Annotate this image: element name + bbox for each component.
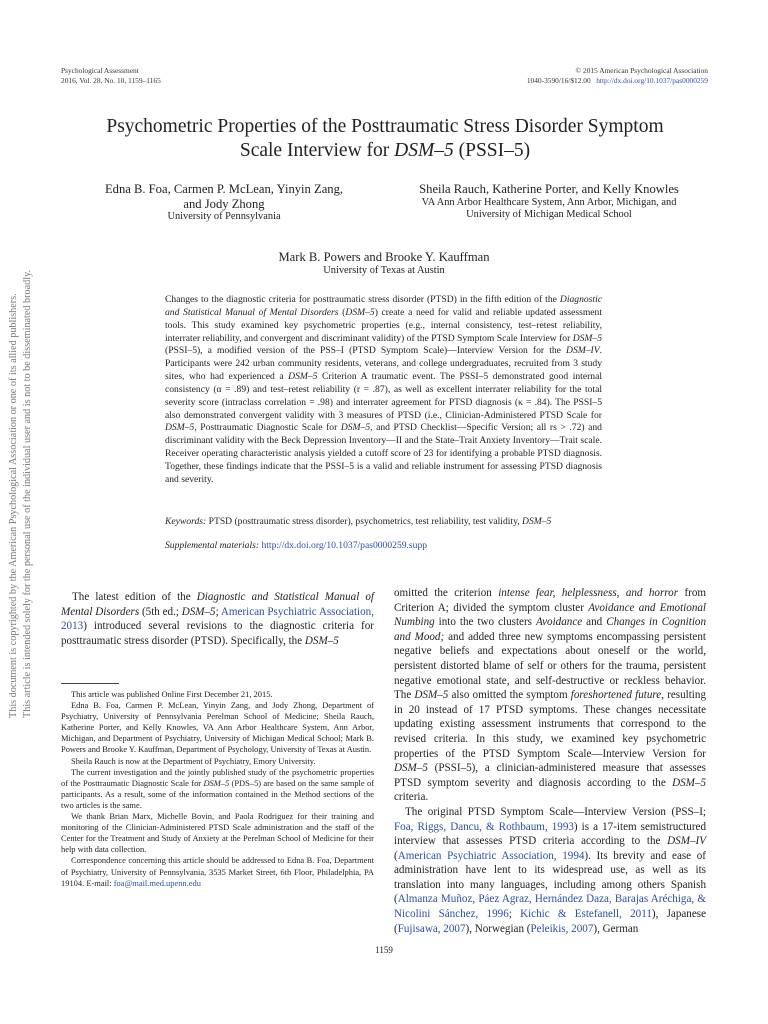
supplemental-link[interactable]: http://dx.doi.org/10.1037/pas0000259.supp xyxy=(261,540,428,551)
body-italic: Avoidance and Emotional Numbing xyxy=(394,601,706,629)
body-italic: DSM–IV xyxy=(667,835,706,848)
copyright-header xyxy=(527,66,708,85)
abstract-italic: DSM–5 xyxy=(572,332,602,344)
citation-link[interactable]: Fujisawa, 2007 xyxy=(397,922,466,935)
author-group-1 xyxy=(66,182,382,223)
supplemental-materials xyxy=(165,540,602,552)
abstract-text: ) create a need for valid and reliable updated assessment tools. This study examined key psychometric properties (e.g., internal consistency, test–retest reliability, interrater reliability, and convergent and discriminant validity) of the PTSD Symptom Scale Interview for xyxy=(165,306,603,344)
journal-citation: 2016, Vol. 28, No. 10, 1159–1165 xyxy=(61,75,161,85)
body-text: into the two clusters xyxy=(434,616,536,629)
body-italic: DSM–5 xyxy=(304,634,339,647)
body-text: The original PTSD Symptom Scale—Interview Version (PSS–I; xyxy=(405,805,706,818)
abstract-text: Changes to the diagnostic criteria for posttraumatic stress disorder (PTSD) in the fifth edition of the xyxy=(165,294,560,305)
footnote-rule xyxy=(61,683,119,684)
footnote: This article was published Online First December 21, 2015. xyxy=(71,689,273,699)
title-text: Scale Interview for xyxy=(239,140,395,161)
author-names: Sheila Rauch, Katherine Porter, and Kelly Knowles xyxy=(419,182,679,196)
author-affiliation: VA Ann Arbor Healthcare System, Ann Arbor, Michigan, and xyxy=(421,196,677,208)
body-text: ), Japanese ( xyxy=(394,908,706,935)
abstract-text: , and PTSD Checklist—Specific Version; all rs > .72) and discriminant validity with the Beck Depression Inventory—II and the State–Trait Anxiety Inventory—Trait scale. Receiver operating characteristic analysis yielded a cutoff score of 23 for identifying a probable PTSD diagnosis. Together, these findings indicate that the PSSI–5 is a valid and reliable instrument for assessing PTSD diagnosis and severity. xyxy=(165,422,602,485)
abstract-text: (PSSI–5), a modified version of the PSS–I (PTSD Symptom Scale)—Interview Version for the xyxy=(165,345,567,357)
body-text: (5th ed.; xyxy=(139,605,182,618)
abstract-italic: Diagnostic and Statistical Manual of Mental Disorders xyxy=(165,294,602,318)
abstract-text: Criterion A traumatic event. The PSSI–5 demonstrated good internal consistency (α = .89) and test–retest reliability (r = .87), as well as excellent interrater reliability for the total severity score (intraclass correlation = .98) and interrater agreement for PTSD diagnosis (κ = .84). The PSSI–5 also demonstrated convergent validity with 3 measures of PTSD (i.e., Clinician-Administered PTSD Scale for xyxy=(165,371,602,421)
right-column-body xyxy=(394,586,706,936)
footnote-text: The current investigation and the jointly published study of the psychometric properties of the Posttraumatic Diagnostic Scale for xyxy=(61,766,374,788)
keywords-text: PTSD (posttraumatic stress disorder), psychometrics, test reliability, test validity, xyxy=(206,516,523,527)
footnote: Edna B. Foa, Carmen P. McLean, Yinyin Zang, and Jody Zhong, Department of Psychiatry, University of Pennsylvania Perelman School of Medicine; Sheila Rauch, Katherine Porter, and Kelly Knowles, VA Ann Arbor Healthcare System, Ann Arbor, Michigan, and Department of Psychiatry, University of Michigan Medical School; Mark B. Powers and Brooke Y. Kauffman, Department of Psychology, University of Texas at Austin. xyxy=(61,700,374,755)
body-text: ; xyxy=(508,908,521,921)
body-text: and added three new symptoms encompassing persistent negative beliefs and expectations about oneself or the world, persistent distorted blame of self or others for the trauma, persistent negative emotional state, and self-destructive or reckless behavior. The xyxy=(394,630,706,702)
abstract-text: . Participants were 242 urban community residents, veterans, and college undergraduates, recruited from 3 study sites, who had experienced a xyxy=(165,345,602,383)
author-affiliation: University of Texas at Austin xyxy=(323,264,445,276)
citation-link[interactable]: Peleikis, 2007 xyxy=(530,922,594,935)
journal-name: Psychological Assessment xyxy=(61,66,139,75)
body-text: ) is a 17-item semistructured interview that assesses PTSD criteria according to the xyxy=(394,820,706,848)
body-text: ), Norwegian ( xyxy=(465,922,531,935)
author-affiliation: University of Michigan Medical School xyxy=(466,208,632,220)
body-paragraph xyxy=(61,590,374,648)
doi-link[interactable]: http://dx.doi.org/10.1037/pas0000259 xyxy=(596,75,708,85)
body-italic: Avoidance xyxy=(535,616,583,629)
footnote: Sheila Rauch is now at the Department of Psychiatry, Emory University. xyxy=(71,755,316,766)
footnote xyxy=(61,767,374,811)
abstract-italic: DSM–5 xyxy=(345,306,375,318)
body-text: ). Its brevity and ease of administration have lent to its widespread use, as well as its translation into many languages, including among others Spanish ( xyxy=(394,849,706,906)
author-names: Edna B. Foa, Carmen P. McLean, Yinyin Zang, xyxy=(104,182,344,196)
body-italic: DSM–5 xyxy=(414,689,449,702)
copyright-sidebar xyxy=(4,260,34,720)
body-text: ( xyxy=(394,849,398,862)
abstract-italic: DSM–IV xyxy=(566,345,600,357)
footnote-text: Correspondence concerning this article should be addressed to Edna B. Foa, Department of Psychiatry, University of Pennsylvania, 3535 Market Street, 6th Floor, Philadelphia, PA 19104. E-mail: xyxy=(61,855,374,888)
issn: 1040-3590/16/$12.00 xyxy=(526,75,591,85)
body-text: criteria. xyxy=(394,791,429,804)
body-italic: Diagnostic and Statistical Manual of Mental Disorders xyxy=(61,591,375,618)
journal-header xyxy=(61,66,161,85)
citation-link[interactable]: American Psychiatric Association, 2013 xyxy=(61,605,374,633)
author-affiliation: University of Pennsylvania xyxy=(167,211,281,222)
abstract-text: ( xyxy=(338,306,346,318)
left-column-body xyxy=(61,590,374,648)
citation-link[interactable]: Foa, Riggs, Dancu, & Rothbaum, 1993 xyxy=(394,820,574,833)
body-text: ), German xyxy=(593,922,639,935)
footnote-italic: DSM–5 xyxy=(203,777,230,788)
author-group-2 xyxy=(386,182,712,221)
body-italic: foreshortened future, xyxy=(570,689,664,702)
body-italic: intense fear, helplessness, and horror xyxy=(498,587,679,599)
body-italic: Changes in Cognition and Mood; xyxy=(394,616,706,643)
citation-link[interactable]: American Psychiatric Association, 1994 xyxy=(397,849,585,862)
title-line-1: Psychometric Properties of the Posttraumatic Stress Disorder Symptom xyxy=(106,116,664,137)
citation-link[interactable]: Almanza Muñoz, Páez Agraz, Hernández Daza, Barajas Aréchiga, & Nicolini Sánchez, 1996 xyxy=(394,893,706,921)
abstract-italic: DSM–5 xyxy=(288,371,318,383)
body-text: resulting in 20 instead of 17 PTSD symptoms. These changes necessitate updating existing assessment instruments that correspond to the revised criteria. In this study, we examined key psychometric properties of the PTSD Symptom Scale—Interview Version for xyxy=(394,689,706,760)
footnotes xyxy=(61,689,374,889)
author-names: Mark B. Powers and Brooke Y. Kauffman xyxy=(278,250,490,264)
author-group-3 xyxy=(200,250,568,277)
supplemental-label: Supplemental materials: xyxy=(165,540,260,551)
body-italic: DSM–5 xyxy=(181,605,216,618)
body-text: and xyxy=(582,616,607,629)
body-text: omitted the criterion xyxy=(394,587,499,599)
abstract xyxy=(165,294,602,487)
body-text: ; xyxy=(215,605,221,618)
copyright-notice-1: This document is copyrighted by the American Psychological Association or one of its allied publishers. xyxy=(8,293,19,718)
body-paragraph xyxy=(394,805,706,936)
body-italic: DSM–5 xyxy=(394,762,428,775)
keywords xyxy=(165,516,602,528)
title-italic: DSM–5 xyxy=(394,140,454,161)
abstract-text: , Posttraumatic Diagnostic Scale for xyxy=(194,422,341,434)
footnote: We thank Brian Marx, Michelle Bovin, and Paola Rodriguez for their training and monitoring of the Clinician-Administered PTSD Scale administration and the staff of the Center for the Treatment and Study of Anxiety at the Perelman School of Medicine for their help with data collection. xyxy=(61,811,374,855)
copyright-notice-2: This article is intended solely for the personal use of the individual user and is not to be disseminated broadly. xyxy=(22,269,33,718)
title-line-2 xyxy=(60,139,710,163)
article-title xyxy=(60,115,710,163)
abstract-italic: DSM–5 xyxy=(340,422,371,434)
body-text: ) introduced several revisions to the diagnostic criteria for posttraumatic stress disorder (PTSD). Specifically, the xyxy=(61,620,374,647)
footnote-text: (PDS–5) are based on the same sample of participants. As a result, some of the information contained in the Method sections of the two articles is the same. xyxy=(61,777,374,810)
title-text: (PSSI–5) xyxy=(453,140,531,161)
page-number: 1159 xyxy=(375,945,393,955)
abstract-italic: DSM–5 xyxy=(165,422,195,434)
keywords-italic: DSM–5 xyxy=(522,516,552,527)
email-link[interactable]: foa@mail.med.upenn.edu xyxy=(113,877,201,888)
body-paragraph xyxy=(394,586,706,805)
body-text: (PSSI–5), a clinician-administered measure that assesses PTSD symptom severity and diagnosis according to the xyxy=(394,762,706,789)
copyright-line: © 2015 American Psychological Association xyxy=(575,66,708,75)
issn-doi-line xyxy=(527,76,708,86)
citation-link[interactable]: Kichic & Estefanell, 2011 xyxy=(520,908,652,921)
body-text: also omitted the symptom xyxy=(448,689,571,702)
copyright-sidebar-svg xyxy=(4,260,34,720)
body-text: The latest edition of the xyxy=(72,591,197,603)
author-names: and Jody Zhong xyxy=(183,196,265,211)
body-text: from Criterion A; divided the symptom cluster xyxy=(394,587,707,614)
footnote xyxy=(61,855,374,888)
keywords-label: Keywords: xyxy=(165,516,207,527)
body-italic: DSM–5 xyxy=(672,776,706,789)
